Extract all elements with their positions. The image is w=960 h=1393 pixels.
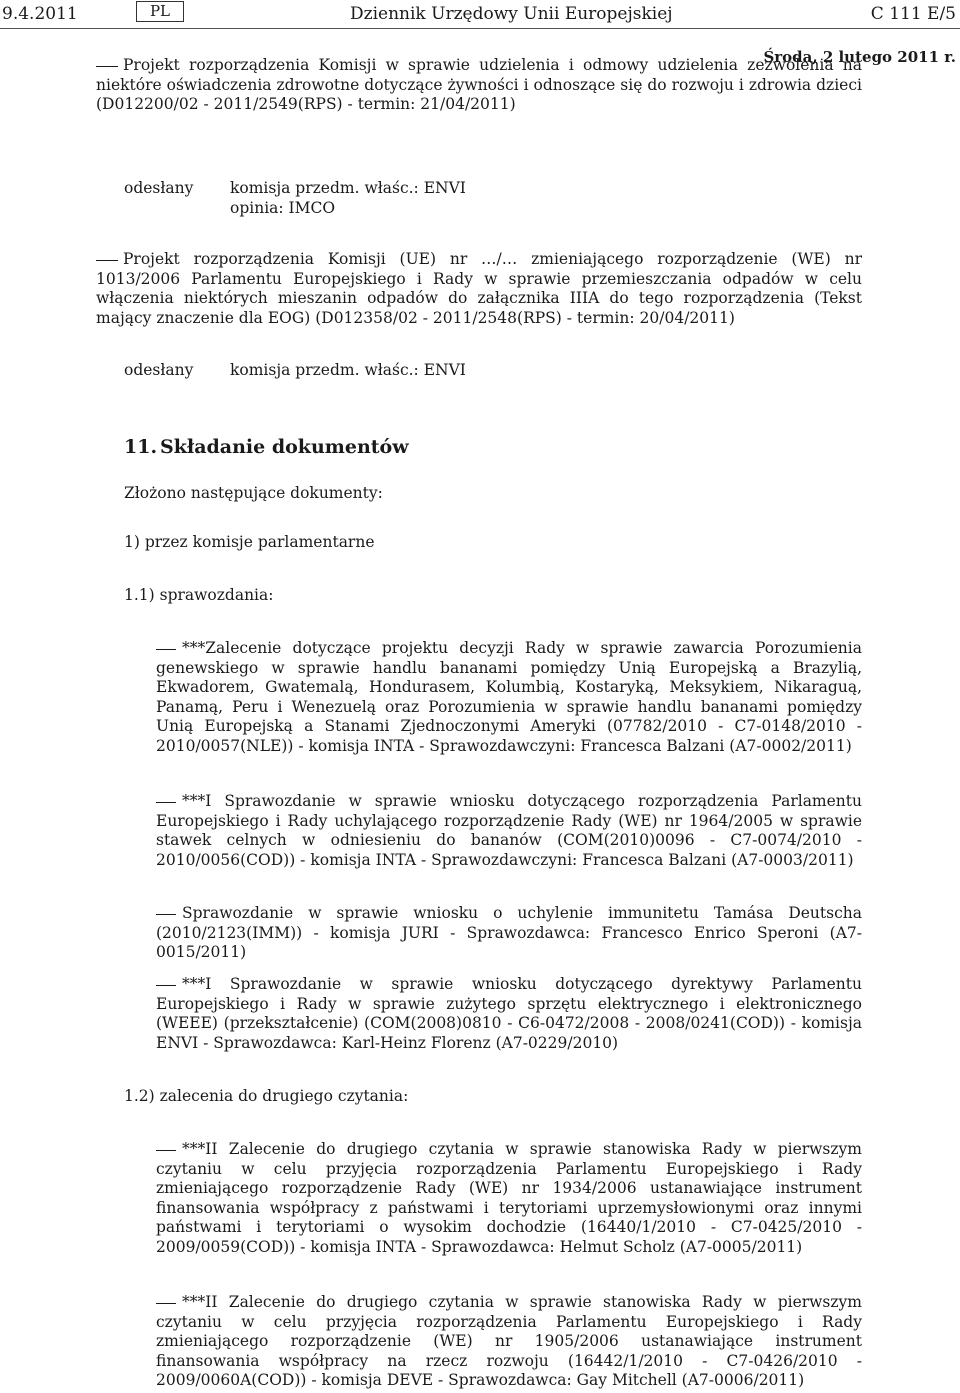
dash-bullet xyxy=(156,802,176,803)
referral-committee: komisja przedm. właśc.: ENVI xyxy=(230,179,466,197)
entry-text: ***I Sprawozdanie w sprawie wniosku dotyczącego dyrektywy Parlamentu Europejskiego i Rady w sprawie zużytego sprzętu elektrycznego i elektronicznego (WEEE) (przekształcenie) (COM(2008)0810 - C6-0472/2008 - 2008/0241(COD)) - komisja ENVI - Sprawozdawca: Karl-Heinz Florenz (A7-0229/2010) xyxy=(156,975,862,1052)
report-entry xyxy=(156,639,862,757)
entry-text: Projekt rozporządzenia Komisji (UE) nr …/… zmieniającego rozporządzenie (WE) nr 1013/2006 Parlamentu Europejskiego i Rady w sprawie przemieszczania odpadów w celu włączenia niektórych mieszanin odpadów do załącznika IIIA do tego rozporządzenia (Tekst mający znaczenie dla EOG) (D012358/02 - 2011/2548(RPS) - termin: 20/04/2011) xyxy=(96,250,862,327)
report-entry xyxy=(156,792,862,870)
journal-title: Dziennik Urzędowy Unii Europejskiej xyxy=(350,4,673,24)
publication-date: 9.4.2011 xyxy=(2,4,78,24)
draft-regulation-entry xyxy=(96,56,862,115)
list-item-committees: 1) przez komisje parlamentarne xyxy=(124,533,375,551)
dash-bullet xyxy=(156,985,176,986)
section-number: 11. xyxy=(124,436,158,458)
entry-text: ***II Zalecenie do drugiego czytania w sprawie stanowiska Rady w pierwszym czytaniu w celu przyjęcia rozporządzenia Parlamentu Europejskiego i Rady zmieniającego rozporządzenie (WE) nr 1905/2006 ustanawiające instrument finansowania współpracy na rzecz rozwoju (16442/1/2010 - C7-0426/2010 - 2009/0060A(COD)) - komisja DEVE - Sprawozdawca: Gay Mitchell (A7-0006/2011) xyxy=(156,1293,862,1390)
subheading-reports: 1.1) sprawozdania: xyxy=(124,586,274,604)
entry-text: ***II Zalecenie do drugiego czytania w sprawie stanowiska Rady w pierwszym czytaniu w celu przyjęcia rozporządzenia Parlamentu Europejskiego i Rady zmieniającego rozporządzenie Rady (WE) nr 1934/2006 ustanawiające instrument finansowania współpracy z państwami i terytoriami uprzemysłowionymi oraz innymi państwami i terytoriami o wysokim dochodzie (16440/1/2010 - C7-0425/2010 - 2009/0059(COD)) - komisja INTA - Sprawozdawca: Helmut Scholz (A7-0005/2011) xyxy=(156,1140,862,1256)
dash-bullet xyxy=(96,66,118,67)
section-heading xyxy=(124,436,409,458)
recommendation-entry xyxy=(156,1293,862,1391)
page-header xyxy=(0,0,960,32)
report-entry xyxy=(156,904,862,963)
journal-reference: C 111 E/5 xyxy=(870,4,956,24)
dash-bullet xyxy=(156,1150,176,1151)
referral-label: odesłany xyxy=(124,361,194,379)
referral-opinion: opinia: IMCO xyxy=(230,199,336,217)
sitting-date: Środa, 2 lutego 2011 r. xyxy=(763,48,956,66)
section-title: Składanie dokumentów xyxy=(160,436,409,458)
language-code-box: PL xyxy=(136,1,184,22)
entry-text: ***I Sprawozdanie w sprawie wniosku dotyczącego rozporządzenia Parlamentu Europejskiego i Rady uchylającego rozporządzenie Rady (WE) nr 1964/2005 w sprawie stawek celnych w odniesieniu do bananów (COM(2010)0096 - C7-0074/2010 - 2010/0056(COD)) - komisja INTA - Sprawozdawczyni: Francesca Balzani (A7-0003/2011) xyxy=(156,792,862,869)
subheading-recommendations: 1.2) zalecenia do drugiego czytania: xyxy=(124,1087,409,1105)
intro-text: Złożono następujące dokumenty: xyxy=(124,484,383,502)
report-entry xyxy=(156,975,862,1053)
entry-text: Sprawozdanie w sprawie wniosku o uchylenie immunitetu Tamása Deutscha (2010/2123(IMM)) - komisja JURI - Sprawozdawca: Francesco Enrico Speroni (A7-0015/2011) xyxy=(156,904,862,962)
draft-regulation-entry xyxy=(96,250,862,328)
dash-bullet xyxy=(156,649,176,650)
entry-text: ***Zalecenie dotyczące projektu decyzji Rady w sprawie zawarcia Porozumienia genewskiego w sprawie handlu bananami pomiędzy Unią Europejską a Brazylią, Ekwadorem, Gwatemalą, Hondurasem, Kolumbią, Kostaryką, Meksykiem, Nikaraguą, Panamą, Peru i Wenezuelą oraz Porozumienia w sprawie handlu bananami pomiędzy Unią Europejską a Stanami Zjednoczonymi Ameryki (07782/2010 - C7-0148/2010 - 2010/0057(NLE)) - komisja INTA - Sprawozdawczyni: Francesca Balzani (A7-0002/2011) xyxy=(156,639,862,755)
referral-committee: komisja przedm. właśc.: ENVI xyxy=(230,361,466,379)
header-rule xyxy=(0,28,960,29)
dash-bullet xyxy=(96,260,118,261)
entry-text: Projekt rozporządzenia Komisji w sprawie udzielenia i odmowy udzielenia zezwolenia na niektóre oświadczenia zdrowotne dotyczące żywności i odnoszące się do rozwoju i zdrowia dzieci (D012200/02 - 2011/2549(RPS) - termin: 21/04/2011) xyxy=(96,56,862,114)
referral-label: odesłany xyxy=(124,179,194,197)
recommendation-entry xyxy=(156,1140,862,1258)
dash-bullet xyxy=(156,914,176,915)
dash-bullet xyxy=(156,1303,176,1304)
